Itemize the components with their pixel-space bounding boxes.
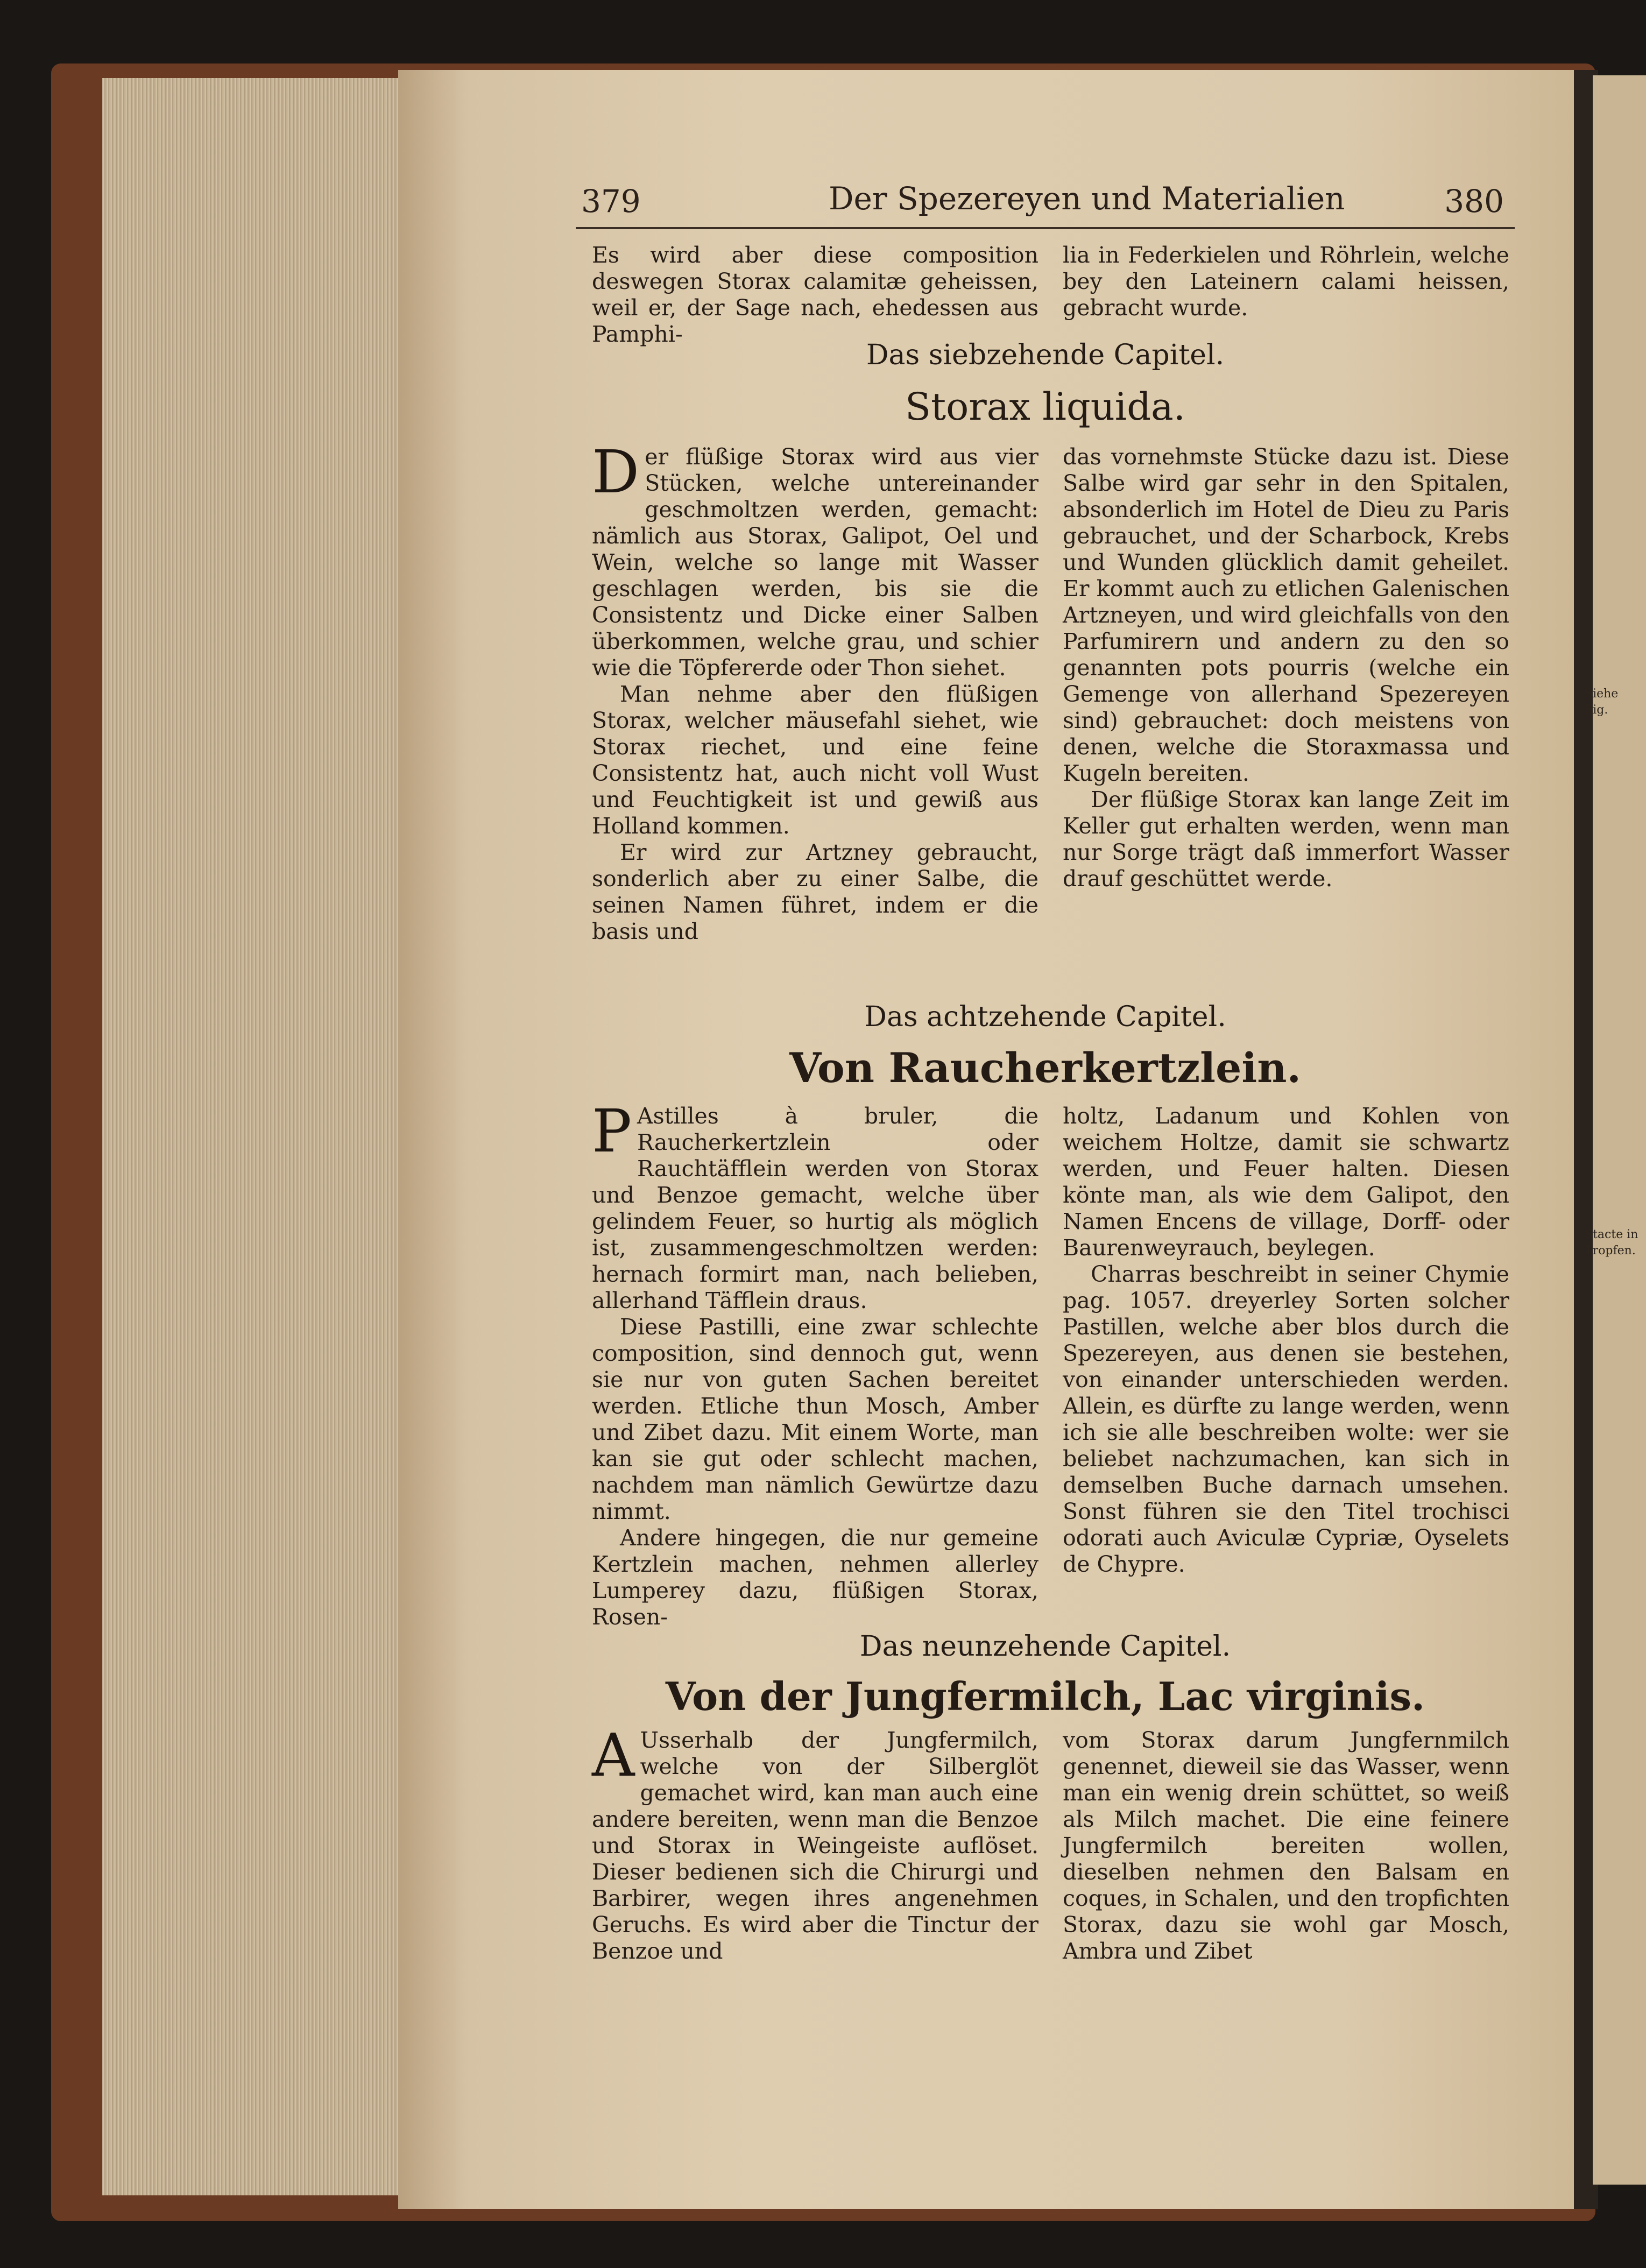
drop-cap: P [592,1097,632,1165]
chapter-title: Von Raucherkertzlein. [789,1044,1301,1092]
chapter-heading: Das siebzehende Capitel. [866,339,1225,371]
running-header [576,180,1515,231]
margin-note: Siehe Fig. [1585,687,1619,717]
intro-left: Es wird aber diese composition deswegen Storax calamitæ geheissen, weil er, der Sage nach, ehedessen aus Pamphi- [592,242,1039,347]
paragraph: Charras beschreibt in seiner Chymie pag. 1057. dreyerley Sorten solcher Pastillen, welche aber blos durch die Spezereyen, aus denen sie bestehen, von einander unterschieden werden. Allein, es dürfte zu lange werden, wenn ich sie alle beschreiben wolte: wer sie beliebet nachzumachen, kan sich in demselben Buche darnach umsehen. Sonst führen sie den Titel trochisci odorati auch Aviculæ Cypriæ, Oyselets de Chypre. [1063,1261,1509,1577]
facing-page-edge [1593,75,1646,2185]
chapter-title: Von der Jungfermilch, Lac virginis. [665,1673,1425,1719]
chapter19-columns [576,1721,1515,2029]
drop-cap: A [592,1721,635,1790]
paragraph: Man nehme aber den flüßigen Storax, welcher mäusefahl siehet, wie Storax riechet, und eine feine Consistentz hat, auch nicht voll Wust und Feuchtigkeit ist und gewiß aus Holland kommen. [592,681,1039,839]
intro-columns [576,242,1515,347]
paragraph: Er wird zur Artzney gebraucht, sonderlich aber zu einer Salbe, die seinen Namen führet, indem er die basis und [592,839,1039,944]
page-number-right: 380 [1444,183,1504,220]
paragraph: er flüßige Storax wird aus vier Stücken, welche untereinander geschmoltzen werden, gemacht: nämlich aus Storax, Galipot, Oel und Wein, welche so lange mit Wasser geschlagen werden, bis sie die Consistentz und Dicke einer Salben überkommen, welche grau, und schier wie die Töpfererde oder Thon siehet. [592,444,1039,681]
intro-right: lia in Federkielen und Röhrlein, welche bey den Lateinern calami heissen, gebracht wurde. [1063,242,1509,321]
paragraph: Der flüßige Storax kan lange Zeit im Keller gut erhalten werden, wenn man nur Sorge trägt daß immerfort Wasser drauf geschüttet werde. [1063,787,1509,892]
chapter17-columns [576,437,1515,982]
margin-note: Stacte in Tropfen. [1585,1228,1638,1257]
paragraph: holtz, Ladanum und Kohlen von weichem Holtze, damit sie schwartz werden, und Feuer halten. Diesen könte man, als wie dem Galipot, den Namen Encens de village, Dorff- oder Baurenweyrauch, beylegen. [1063,1103,1509,1261]
chapter-heading: Das neunzehende Capitel. [859,1630,1231,1663]
page-edges [102,78,404,2195]
header-rule [576,227,1515,229]
chapter-heading: Das achtzehende Capitel. [864,1001,1226,1033]
page-number-left: 379 [581,183,641,220]
running-title: Der Spezereyen und Materialien [829,180,1345,217]
paragraph: vom Storax darum Jungfernmilch genennet, dieweil sie das Wasser, wenn man ein wenig drein schüttet, so weiß als Milch machet. Die eine feinere Jungfermilch bereiten wollen, dieselben nehmen den Balsam en coques, in Schalen, und den tropfichten Storax, dazu sie wohl gar Mosch, Ambra und Zibet [1063,1727,1509,1964]
paragraph: Diese Pastilli, eine zwar schlechte composition, sind dennoch gut, wenn sie nur von guten Sachen bereitet werden. Etliche thun Mosch, Amber und Zibet dazu. Mit einem Worte, man kan sie gut oder schlecht machen, nachdem man nämlich Gewürtze dazu nimmt. [592,1314,1039,1524]
paragraph: Andere hingegen, die nur gemeine Kertzlein machen, nehmen allerley Lumperey dazu, flüßigen Storax, Rosen- [592,1525,1039,1630]
paragraph: Usserhalb der Jungfermilch, welche von der Silberglöt gemachet wird, kan man auch eine andere bereiten, wenn man die Benzoe und Storax in Weingeiste auflöset. Dieser bedienen sich die Chirurgi und Barbirer, wegen ihres angenehmen Geruchs. Es wird aber die Tinctur der Benzoe und [592,1727,1039,1964]
chapter-title: Storax liquida. [905,385,1185,429]
drop-cap: D [592,437,640,506]
paragraph: das vornehmste Stücke dazu ist. Diese Salbe wird gar sehr in den Spitalen, absonderlich im Hotel de Dieu zu Paris gebrauchet, und der Scharbock, Krebs und Wunden glücklich damit geheilet. Er kommt auch zu etlichen Galenischen Artzneyen, und wird gleichfalls von den Parfumirern und andern zu den so genannten pots pourris (welche ein Gemenge von allerhand Spezereyen sind) gebrauchet: doch meistens von denen, welche die Storaxmassa und Kugeln bereiten. [1063,444,1509,786]
paragraph: Astilles à bruler, die Raucherkertzlein oder Rauchtäfflein werden von Storax und Benzoe gemacht, welche über gelindem Feuer, so hurtig als möglich ist, zusammengeschmoltzen werden: hernach formirt man, nach belieben, allerhand Täfflein draus. [592,1103,1039,1313]
chapter18-columns [576,1097,1515,1630]
